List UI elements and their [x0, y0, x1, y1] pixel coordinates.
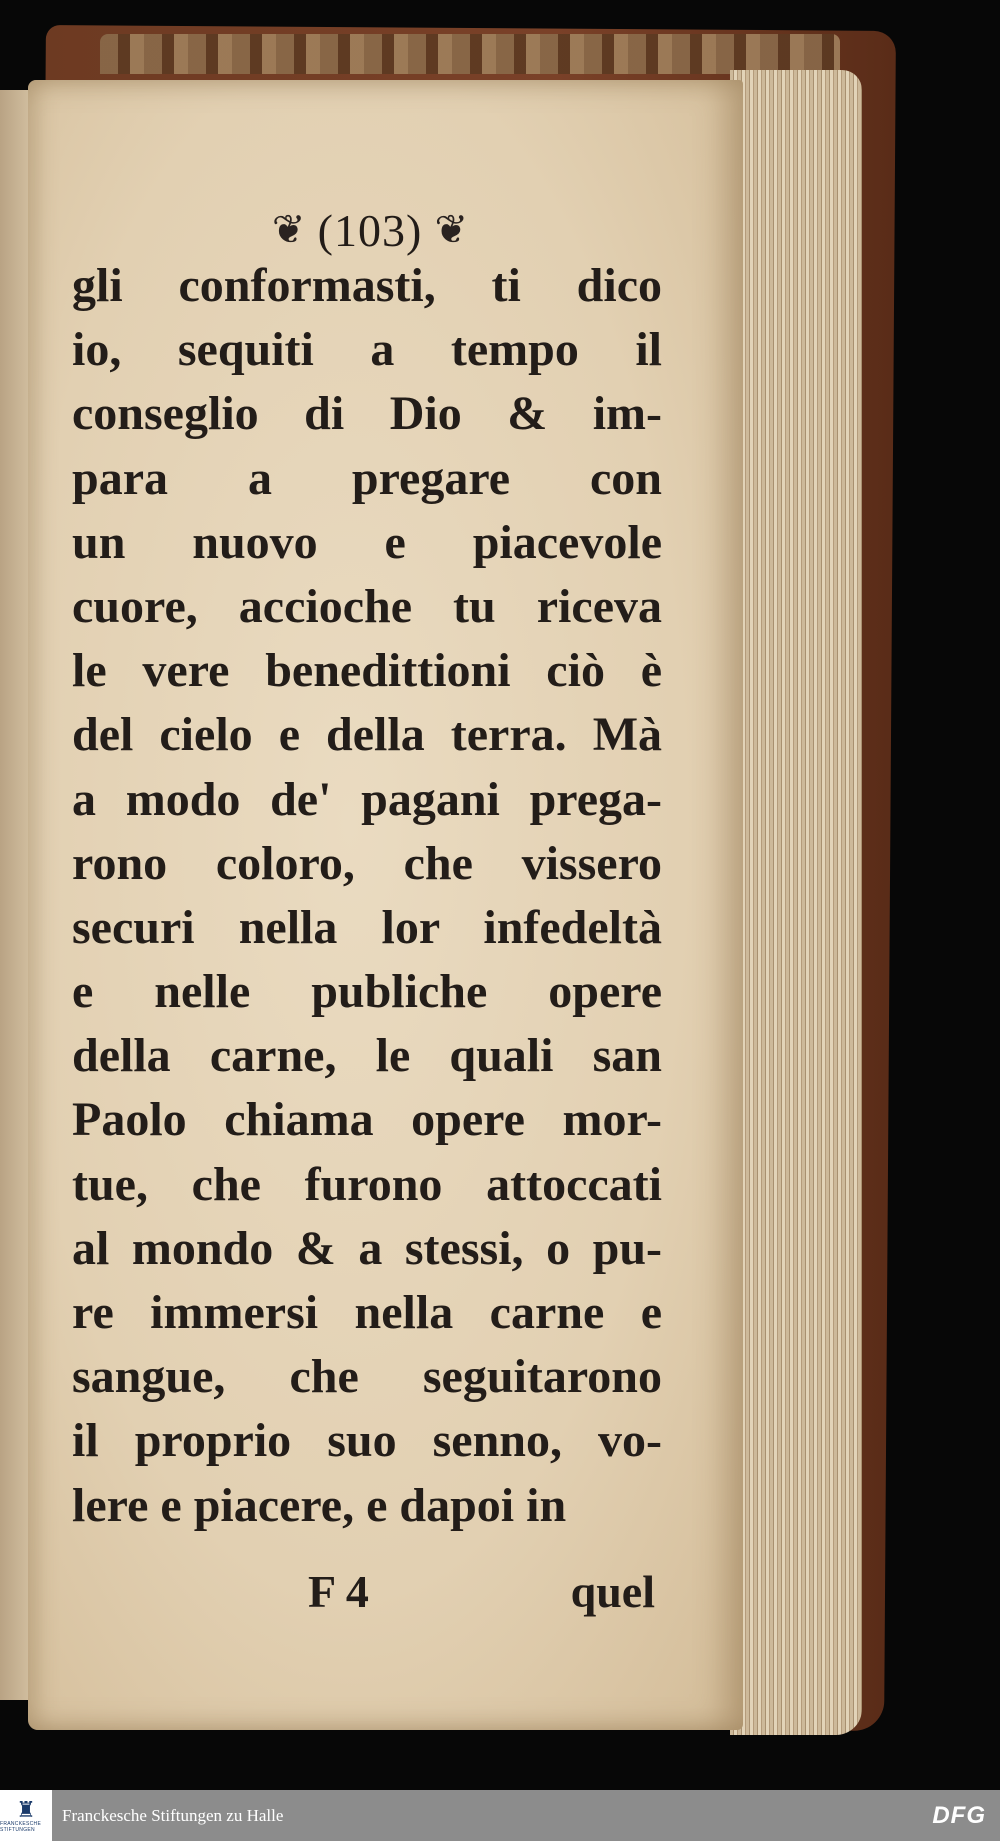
- text-line: tue, che furono attoccati: [72, 1157, 662, 1211]
- text-line: al mondo & a stessi, o pu-: [72, 1221, 662, 1275]
- text-line: del cielo e della terra. Mà: [72, 708, 662, 762]
- dfg-logo[interactable]: DFG: [932, 1802, 986, 1829]
- signature-mark: F 4: [308, 1566, 369, 1617]
- text-line: a modo de' pagani prega-: [72, 772, 662, 826]
- text-line: e nelle publiche opere: [72, 965, 662, 1019]
- text-line: conseglio di Dio & im-: [72, 387, 662, 441]
- page-number: (103): [317, 204, 423, 256]
- text-line: re immersi nella carne e: [72, 1286, 662, 1339]
- fleuron-ornament-icon: ❦: [434, 207, 469, 252]
- text-line: para a pregare con: [72, 451, 662, 505]
- text-line: della carne, le quali san: [72, 1029, 662, 1083]
- institution-logo-icon: ♜: [16, 1796, 36, 1822]
- viewer-footer-bar: [0, 1790, 1000, 1841]
- text-line: il proprio suo senno, vo-: [72, 1414, 662, 1468]
- institution-name[interactable]: Franckesche Stiftungen zu Halle: [62, 1805, 284, 1825]
- page-text: [72, 254, 662, 1538]
- text-line: gli conformasti, ti dico: [72, 259, 662, 312]
- institution-logo[interactable]: [0, 1790, 52, 1841]
- text-line: rono coloro, che vissero: [72, 836, 662, 890]
- text-line: cuore, accioche tu riceva: [72, 579, 662, 633]
- catchword: quel: [570, 1566, 655, 1617]
- page-header: [250, 200, 490, 260]
- fleuron-ornament-icon: ❦: [271, 207, 306, 252]
- text-line: lere e piacere, e dapoi in: [72, 1478, 567, 1532]
- text-line: Paolo chiama opere mor-: [72, 1093, 662, 1147]
- text-line: un nuovo e piacevole: [72, 515, 662, 569]
- page-edges: [730, 70, 862, 1735]
- text-line: securi nella lor infedeltà: [72, 900, 662, 954]
- text-line: io, sequiti a tempo il: [72, 323, 662, 377]
- text-line: le vere benedittioni ciò è: [72, 644, 662, 698]
- book-spine-top: [100, 34, 840, 74]
- text-line: sangue, che seguitarono: [72, 1350, 662, 1404]
- page-footer: [300, 1565, 655, 1625]
- institution-logo-text: FRANCKESCHE STIFTUNGEN: [0, 1820, 42, 1833]
